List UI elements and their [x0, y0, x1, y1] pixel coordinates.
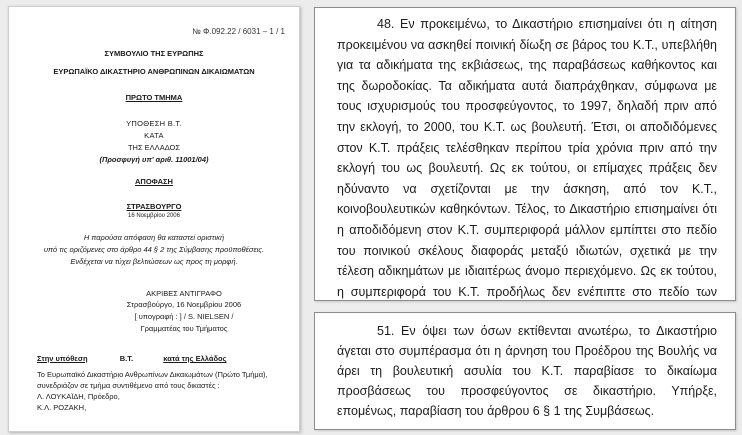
judgment-first-page: [8, 6, 300, 432]
case-country: ΤΗΣ ΕΛΛΑΔΟΣ: [127, 143, 181, 152]
document-reference: № Φ.092.22 / 6031 – 1 / 1: [192, 27, 285, 36]
excerpt-paragraph-48-box: [314, 7, 736, 301]
case-kata: ΚΑΤΑ: [144, 131, 164, 140]
final-note-line-3: Ενδέχεται να τύχει βελτιώσεων ως προς τη μορφή.: [70, 257, 238, 266]
excerpt-paragraph-51: 51. Εν όψει των όσων εκτίθενται ανωτέρω, το Δικαστήριο άγεται στο συμπέρασμα ότι η άρνηση του Προέδρου της Βουλής να άρει τη βουλευτική ασυλία του Κ.Τ. παραβίασε το δικαίωμα προσβάσεως του προσφεύγοντος σε δικαστήριο. Υπήρξε, επομένως, παραβίαση του άρθρου 6 § 1 της Συμβάσεως.: [337, 324, 717, 418]
body-heading-c: κατά της Ελλάδος: [163, 354, 227, 363]
place-date: Στρασβούργο, 16 Νοεμβρίου 2006: [126, 300, 242, 309]
judge-2: Κ.Λ. ΡΟΖΑΚΗ,: [37, 403, 87, 412]
court-heading: ΕΥΡΩΠΑΪΚΟ ΔΙΚΑΣΤΗΡΙΟ ΑΝΘΡΩΠΙΝΩΝ ΔΙΚΑΙΩΜΑΤΩΝ: [53, 67, 255, 76]
excerpt-paragraph-48: 48. Εν προκειμένω, το Δικαστήριο επισημαίνει ότι η αίτηση προκειμένου να ασκηθεί ποινική δίωξη σε βάρος του Κ.Τ., υπεβλήθη για τα αδικήματα της εκβιάσεως, της παραβάσεως καθήκοντος και της δωροδοκίας. Τα αδικήματα αυτά διαπράχθηκαν, σύμφωνα με τους ισχυρισμούς του προσφεύγοντος, το 1997, δηλαδή πριν από την εκλογή, το 2000, του Κ.Τ. ως βουλευτή. Έτσι, οι αποδιδόμενες στον Κ.Τ. πράξεις τελέσθηκαν περίπου τρία χρόνια πριν από την εκλογή του ως βουλευτή. Ως εκ τούτου, οι επίμαχες πράξεις δεν ηδύναντο να σχετίζονται με την άσκηση, από τον Κ.Τ., κοινοβουλευτικών καθηκόντων. Τέλος, το Δικαστήριο επισημαίνει ότι η αποδιδόμενη στον Κ.Τ. συμπεριφορά μάλλον εμπίπτει στο πεδίο του ποινικού σκέλους διαφοράς μεταξύ ιδιωτών, σχετικά με την τέλεση αδικημάτων με ιδιαιτέρως άνομο περιεχόμενο. Ως εκ τούτου, η συμπεριφορά του Κ.Τ. προδήλως δεν ενέπιπτε στο πεδίο των: [337, 17, 717, 299]
body-heading-a: Στην υπόθεση: [37, 354, 88, 363]
section-heading: ΠΡΩΤΟ ΤΜΗΜΑ: [125, 93, 183, 102]
body-heading: [37, 354, 226, 363]
city-heading: ΣΤΡΑΣΒΟΥΡΓΟ: [126, 202, 182, 211]
true-copy-heading: ΑΚΡΙΒΕΣ ΑΝΤΙΓΡΑΦΟ: [146, 289, 222, 298]
council-heading: ΣΥΜΒΟΥΛΙΟ ΤΗΣ ΕΥΡΩΠΗΣ: [104, 49, 204, 58]
body-line-1: Το Ευρωπαϊκό Δικαστήριο Ανθρωπίνων Δικαιωμάτων (Πρώτο Τμήμα),: [37, 370, 268, 379]
signature-line: [ υπογραφή : ] / S. NIELSEN /: [134, 312, 234, 321]
decision-heading: ΑΠΟΦΑΣΗ: [135, 177, 173, 186]
judge-1: Λ. ΛΟΥΚΑΪΔΗ, Πρόεδρο,: [37, 392, 120, 401]
body-line-2: συνεδριάζον σε τμήμα συντιθέμενο από τους δικαστές :: [37, 381, 220, 390]
case-title: ΥΠΟΘΕΣΗ Β.Τ.: [126, 119, 182, 128]
decision-date-small: 16 Νοεμβρίου 2006: [128, 213, 180, 219]
final-note-line-1: Η παρούσα απόφαση θα καταστεί οριστική: [83, 233, 225, 242]
excerpt-paragraph-51-box: [314, 312, 736, 430]
body-heading-b: Β.Τ.: [119, 354, 134, 363]
final-note-line-2: υπό τις οριζόμενες στο άρθρο 44 § 2 της Σύμβασης προϋποθέσεις.: [43, 245, 265, 254]
application-number: (Προσφυγή υπ' αριθ. 11001/04): [99, 155, 209, 164]
registrar-title: Γραμματέας του Τμήματος: [140, 324, 228, 333]
